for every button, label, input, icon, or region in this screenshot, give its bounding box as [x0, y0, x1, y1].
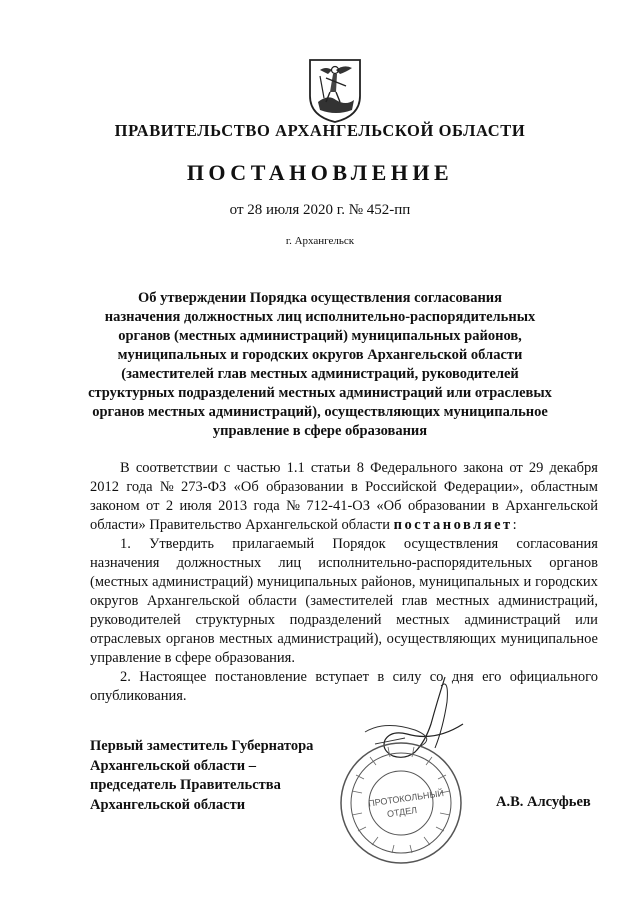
title-line: органов (местных администраций) муниципальных районов,	[118, 328, 522, 344]
title-line: муниципальных и городских округов Архангельской области	[117, 347, 523, 363]
word: подразделений	[289, 612, 382, 628]
stamp-text-top: ПРОТОКОЛЬНЫЙ	[367, 788, 445, 809]
word: и	[523, 574, 532, 590]
word: области	[248, 593, 297, 609]
signer-name: А.В. Алсуфьев	[496, 794, 591, 810]
word: частью	[236, 460, 281, 476]
word: «Об	[376, 498, 402, 514]
word: городских	[535, 574, 598, 590]
word: 2012	[90, 479, 119, 495]
word: №	[286, 498, 300, 514]
position-line: Архангельской области –	[90, 757, 256, 774]
word: округов	[90, 593, 139, 609]
word: В	[120, 460, 130, 476]
word: руководителей	[90, 612, 181, 628]
word: постановление	[214, 669, 307, 685]
word: местных	[219, 631, 273, 647]
word: местных	[436, 593, 490, 609]
body-line	[90, 459, 598, 478]
position-line: председатель Правительства	[90, 777, 281, 793]
body-line	[90, 592, 598, 611]
word: «Об	[233, 479, 259, 495]
document-type: ПОСТАНОВЛЕНИЕ	[186, 160, 454, 185]
word: в	[377, 669, 385, 685]
body-line: управление в сфере образования.	[90, 650, 295, 666]
title-line: назначения должностных лиц исполнительно-распорядительных	[104, 309, 536, 325]
word: должностных	[176, 555, 262, 571]
word: Российской	[365, 479, 437, 495]
body-line	[90, 630, 598, 649]
word: отраслевых	[90, 631, 162, 647]
word: структурных	[195, 612, 275, 628]
body-line	[90, 668, 598, 687]
word: согласования	[516, 536, 598, 552]
city: г. Архангельск	[285, 235, 355, 247]
body-line	[90, 573, 598, 592]
stamp-text-bottom: ОТДЕЛ	[386, 804, 418, 820]
body-line: опубликования.	[90, 688, 187, 704]
title-line: структурных подразделений местных администраций или отраслевых	[88, 385, 552, 401]
word: в	[350, 479, 358, 495]
word: районов,	[361, 574, 416, 590]
word: прилагаемый	[232, 536, 315, 552]
word: Архангельской	[505, 498, 598, 514]
body-line	[90, 611, 598, 630]
word: муниципальное	[500, 631, 598, 647]
date-and-number: от 28 июля 2020 г. № 452-пп	[229, 202, 411, 218]
word: Федерации»,	[443, 479, 524, 495]
word: статьи	[310, 460, 351, 476]
word: (местных	[90, 574, 149, 590]
title-line: управление в сфере образования	[212, 423, 428, 439]
body-line	[90, 554, 598, 573]
word: или	[575, 612, 598, 628]
word: Архангельской	[146, 593, 240, 609]
word: (заместителей	[305, 593, 394, 609]
word: июля	[179, 498, 212, 514]
word: 1.	[120, 536, 131, 552]
word: №	[159, 479, 174, 495]
word: Настоящее	[139, 669, 207, 685]
word: Федерального	[370, 460, 458, 476]
word: законом	[90, 498, 140, 514]
word: вступает	[315, 669, 369, 685]
document-title	[88, 289, 552, 441]
word: назначения	[90, 555, 160, 571]
word: осуществляющих	[386, 631, 497, 647]
word: Порядок	[332, 536, 386, 552]
word: глав	[401, 593, 428, 609]
word: областным	[530, 479, 598, 495]
word: администраций),	[277, 631, 383, 647]
document-body	[90, 459, 598, 706]
word: исполнительно-распорядительных	[318, 555, 533, 571]
word: органов	[549, 555, 598, 571]
position-line: Архангельской области	[90, 796, 246, 813]
word: его	[482, 669, 502, 685]
body-line	[90, 497, 598, 516]
word: 2013	[218, 498, 248, 514]
word: дня	[451, 669, 474, 685]
word: 2	[165, 498, 174, 514]
word: 29	[528, 460, 544, 476]
word: 2.	[120, 669, 131, 685]
word: администраций,	[498, 593, 598, 609]
word: со	[429, 669, 444, 685]
position-line: Первый заместитель Губернатора	[90, 738, 314, 754]
body-line	[90, 478, 598, 497]
word: местных	[396, 612, 450, 628]
body-line	[90, 535, 598, 554]
title-line: органов местных администраций), осуществляющих муниципальное	[92, 404, 548, 420]
word: органов	[165, 631, 215, 647]
word: осуществления	[403, 536, 499, 552]
word: года	[126, 479, 153, 495]
word: муниципальных	[419, 574, 520, 590]
word: администраций	[464, 612, 561, 628]
body-line-decree	[90, 516, 598, 535]
word: соответствии	[135, 460, 218, 476]
word: официального	[509, 669, 598, 685]
word: образовании	[266, 479, 344, 495]
decree-intro: области» Правительство Архангельской области	[90, 517, 390, 533]
word: 8	[356, 460, 364, 476]
word: в	[491, 498, 499, 514]
word: 273-ФЗ	[181, 479, 227, 495]
signatory-position	[90, 737, 313, 815]
decree-word: постановляет	[393, 517, 513, 533]
word: 1.1	[286, 460, 305, 476]
decree-colon: :	[512, 517, 517, 533]
word: силу	[392, 669, 422, 685]
title-line: Об утверждении Порядка осуществления согласования	[137, 290, 503, 306]
word: лиц	[278, 555, 302, 571]
coat-of-arms-emblem	[306, 56, 364, 124]
word: года	[253, 498, 280, 514]
word: от	[146, 498, 160, 514]
word: Утвердить	[149, 536, 215, 552]
word: администраций)	[152, 574, 254, 590]
word: от	[509, 460, 523, 476]
word: 712-41-ОЗ	[306, 498, 371, 514]
word: образовании	[407, 498, 486, 514]
word: закона	[463, 460, 504, 476]
word: муниципальных	[257, 574, 358, 590]
title-line: (заместителей глав местных администраций, руководителей	[121, 366, 519, 382]
organization-name: ПРАВИТЕЛЬСТВО АРХАНГЕЛЬСКОЙ ОБЛАСТИ	[114, 121, 526, 140]
word: с	[223, 460, 231, 476]
word: декабря	[549, 460, 598, 476]
